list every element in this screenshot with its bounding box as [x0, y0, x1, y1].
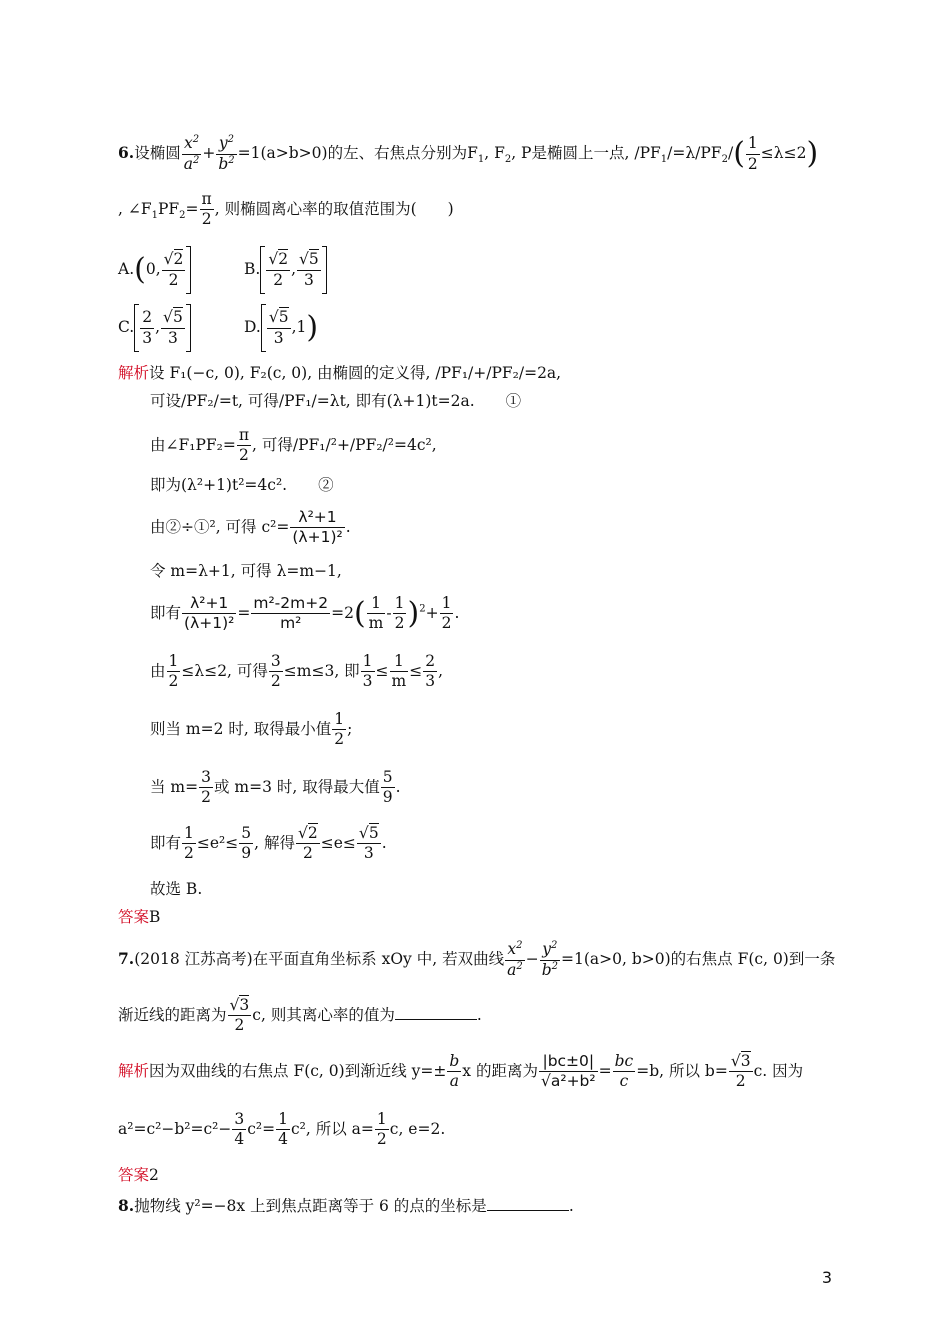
page-number: 3	[821, 1268, 832, 1287]
q6-option-b: B. $\frac{√2}{2}$ , $\frac{√5}{3}$	[244, 246, 327, 294]
q6-solution-line3: 由∠F₁PF₂= $\frac{\pi}{2}$ , 可得/PF₁/²+/PF₂/²=4c²,	[150, 426, 437, 465]
q6-solution-line1: 解析设 F₁(−c, 0), F₂(c, 0), 由椭圆的定义得, /PF₁/+/PF₂/=2a,	[118, 364, 562, 382]
q6-solution-line2: 可设/PF₂/=t, 可得/PF₁/=λt, 即有(λ+1)t=2a. ①	[150, 392, 522, 410]
q6-solution-line5: 由②÷①², 可得 c²= $\frac{\text{λ²+1}}{\text{(λ+1)²}}$ .	[150, 508, 351, 547]
q7-answer-blank[interactable]	[395, 1019, 477, 1020]
q6-option-d: D. $\frac{√5}{3}$ ,1)	[244, 304, 318, 352]
q7-line1: 7.(2018 江苏高考)在平面直角坐标系 xOy 中, 若双曲线 $\frac{x^2}{a^2}$ − $\frac{y^2}{b^2}$ =1(a>0, b>0)的右焦点 F(c, 0)到一条	[118, 940, 836, 979]
q6-solution-line6: 令 m=λ+1, 可得 λ=m−1,	[150, 562, 342, 580]
q6-option-a: A.(0, $\frac{√2}{2}$	[118, 246, 191, 294]
q6-line1: 6.设椭圆 $\frac{x^2}{a^2}$ + $\frac{y^2}{b^2}$ =1(a>b>0)的左、右焦点分别为$F_1$, $F_2$, P是椭圆上一点, $/PF_1/=\lambda/PF_2/$( $\frac{1}{2}$ ≤λ≤2)	[118, 134, 819, 173]
q6-solution-line9: 则当 m=2 时, 取得最小值 $\frac{1}{2}$ ;	[150, 710, 353, 749]
q6-solution-line11: 即有 $\frac{1}{2}$ ≤e²≤ $\frac{5}{9}$ , 解得 $\frac{√2}{2}$ ≤e≤ $\frac{√5}{3}$ .	[150, 824, 387, 863]
q6-solution-line10: 当 m= $\frac{3}{2}$ 或 m=3 时, 取得最大值 $\frac{5}{9}$ .	[150, 768, 401, 807]
q6-solution-line8: 由 $\frac{1}{2}$ ≤λ≤2, 可得 $\frac{3}{2}$ ≤m≤3, 即 $\frac{1}{3}$ ≤ $\frac{1}{m}$ ≤ $\frac{2}{3}$ ,	[150, 652, 444, 691]
q7-solution-line2: a²=c²−b²=c²− $\frac{3}{4}$ c²= $\frac{1}{4}$ c², 所以 a= $\frac{1}{2}$ c, e=2.	[118, 1110, 446, 1149]
q6-solution-line4: 即为(λ²+1)t²=4c². ②	[150, 476, 334, 494]
q8-line: 8.抛物线 y²=−8x 上到焦点距离等于 6 的点的坐标是 .	[118, 1196, 574, 1215]
q7-line2: 渐近线的距离为 $\frac{√3}{2}$ c, 则其离心率的值为 .	[118, 996, 482, 1035]
q6-solution-line12: 故选 B.	[150, 880, 203, 898]
q6-line2: , $\angle F_1PF_2=$ $\frac{\pi}{2}$ , 则椭圆离心率的取值范围为( )	[118, 190, 454, 229]
q6-solution-line7: 即有 $\frac{\text{λ²+1}}{\text{(λ+1)²}}$ = $\frac{\text{m²-2m+2}}{\text{m²}}$ =2( $\frac{1}{m}$ - $\frac{1}{2}$ )$^2$+ $\frac{1}{2}$ .	[150, 594, 460, 633]
q7-answer: 答案2	[118, 1166, 159, 1184]
q6-option-c: C. $\frac{2}{3}$ , $\frac{√5}{3}$	[118, 304, 191, 352]
q6-answer: 答案B	[118, 908, 161, 926]
q7-solution-line1: 解析因为双曲线的右焦点 F(c, 0)到渐近线 y=± $\frac{b}{a}$ x 的距离为 $\frac{|bc\pm 0|}{\text{√a²+b²}}$ = $\frac{bc}{c}$ =b, 所以 b= $\frac{√3}{2}$ c. 因为	[118, 1052, 804, 1091]
q8-answer-blank[interactable]	[487, 1210, 569, 1211]
